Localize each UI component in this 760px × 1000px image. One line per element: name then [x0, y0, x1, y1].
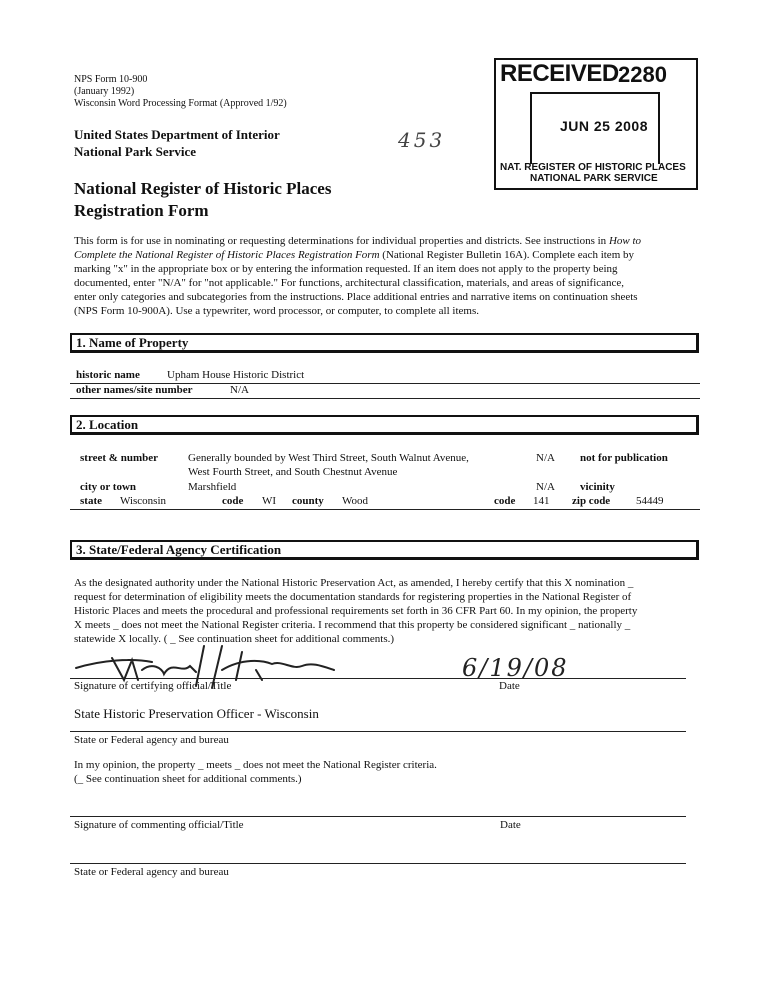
- intro-l2a: Complete the National Register of Historic Places Registration Form: [74, 249, 380, 261]
- city-label: city or town: [80, 481, 137, 493]
- date-label: Date: [499, 680, 520, 692]
- cert-p5: statewide X locally. ( _ See continuation sheet for additional comments.): [74, 633, 395, 645]
- state-code-label: code: [222, 495, 244, 507]
- cert-p3: Historic Places and meets the procedural and professional requirements set forth in 36 CFR Part 60. In my opinion, the property: [74, 605, 638, 617]
- form-subtitle: Registration Form: [74, 201, 209, 220]
- date2-label: Date: [500, 819, 521, 831]
- intro-l2b: (National Register Bulletin 16A). Complete each item by: [379, 249, 634, 261]
- intro-l3: marking "x" in the appropriate box or by entering the information requested. If an item does not apply to the property being: [74, 263, 618, 275]
- form-number: NPS Form 10-900: [74, 74, 148, 85]
- department-name: United States Department of Interior: [74, 127, 280, 142]
- opinion-line1: In my opinion, the property _ meets _ does not meet the National Register criteria.: [74, 759, 437, 771]
- stamp-number: 2280: [618, 62, 667, 87]
- county-value: Wood: [342, 495, 369, 507]
- rule-signature: [70, 678, 686, 679]
- rule-other: [70, 398, 700, 399]
- bureau2-label: State or Federal agency and bureau: [74, 866, 229, 878]
- vicinity-value: N/A: [536, 481, 555, 493]
- county-code-value: 141: [533, 495, 550, 507]
- zip-label: zip code: [572, 495, 611, 507]
- section2-title: 2. Location: [76, 417, 139, 432]
- signature-label: Signature of certifying official/Title: [74, 680, 232, 692]
- intro-l4: documented, enter "N/A" for "not applicable." For functions, architectural classification, materials, and areas of significance,: [74, 277, 625, 289]
- city-value: Marshfield: [188, 481, 237, 493]
- cert-p1: As the designated authority under the National Historic Preservation Act, as amended, I hereby certify that this X nomination _: [74, 577, 634, 589]
- cert-p2: request for determination of eligibility meets the documentation standards for registering properties in the National Register of: [74, 591, 632, 603]
- opinion-line2: (_ See continuation sheet for additional comments.): [74, 773, 302, 785]
- officer-title: State Historic Preservation Officer - Wisconsin: [74, 706, 319, 721]
- historic-name-label: historic name: [76, 369, 140, 381]
- bureau1-label: State or Federal agency and bureau: [74, 734, 229, 746]
- historic-name-value: Upham House Historic District: [167, 369, 305, 381]
- handwritten-number: 453: [398, 128, 446, 152]
- intro-l1a: This form is for use in nominating or requesting determinations for individual properties and districts. See instructions in: [74, 235, 609, 247]
- intro-l6: (NPS Form 10-900A). Use a typewriter, word processor, or computer, to complete all items.: [74, 305, 479, 317]
- stamp-line2: NATIONAL PARK SERVICE: [530, 173, 658, 184]
- cert-p4: X meets _ does not meet the National Register criteria. I recommend that this property be considered significant _ nationally _: [74, 619, 631, 631]
- section2-header: [70, 415, 699, 435]
- stamp-received: RECEIVED: [500, 60, 619, 87]
- intro-paragraph: [74, 234, 704, 318]
- received-stamp: [494, 58, 698, 190]
- street-line1: Generally bounded by West Third Street, South Walnut Avenue,: [188, 452, 469, 464]
- vicinity-label: vicinity: [580, 481, 615, 493]
- form-format: Wisconsin Word Processing Format (Approved 1/92): [74, 98, 287, 109]
- section3-title: 3. State/Federal Agency Certification: [76, 542, 282, 557]
- stamp-line1: NAT. REGISTER OF HISTORIC PLACES: [500, 162, 686, 173]
- intro-l5: enter only categories and subcategories from the instructions. Place additional entries and narrative items on continuation sheets: [74, 291, 638, 303]
- service-name: National Park Service: [74, 144, 197, 159]
- street-line2: West Fourth Street, and South Chestnut Avenue: [188, 466, 398, 478]
- stamp-date: JUN 25 2008: [560, 118, 649, 134]
- section1-title: 1. Name of Property: [76, 335, 189, 350]
- other-names-value: N/A: [230, 384, 249, 396]
- section1-header: [70, 333, 699, 353]
- state-label: state: [80, 495, 102, 507]
- rule-location: [70, 509, 700, 510]
- certification-paragraph: [74, 576, 704, 646]
- intro-l1b: How to: [608, 235, 642, 247]
- state-value: Wisconsin: [120, 495, 166, 507]
- rule-bureau1: [70, 731, 686, 732]
- stamp-date-box: [530, 92, 660, 164]
- street-label: street & number: [80, 452, 158, 464]
- county-code-label: code: [494, 495, 516, 507]
- zip-value: 54449: [636, 495, 664, 507]
- other-names-label: other names/site number: [76, 384, 193, 396]
- nfp-label: not for publication: [580, 452, 668, 464]
- form-title: National Register of Historic Places: [74, 179, 332, 198]
- section3-header: [70, 540, 699, 560]
- form-date: (January 1992): [74, 86, 135, 97]
- rule-signature2: [70, 816, 686, 817]
- state-code-value: WI: [262, 495, 277, 507]
- signature2-label: Signature of commenting official/Title: [74, 819, 244, 831]
- handwritten-date: 6/19/08: [462, 654, 569, 682]
- rule-bureau2: [70, 863, 686, 864]
- county-label: county: [292, 495, 324, 507]
- nfp-value: N/A: [536, 452, 555, 464]
